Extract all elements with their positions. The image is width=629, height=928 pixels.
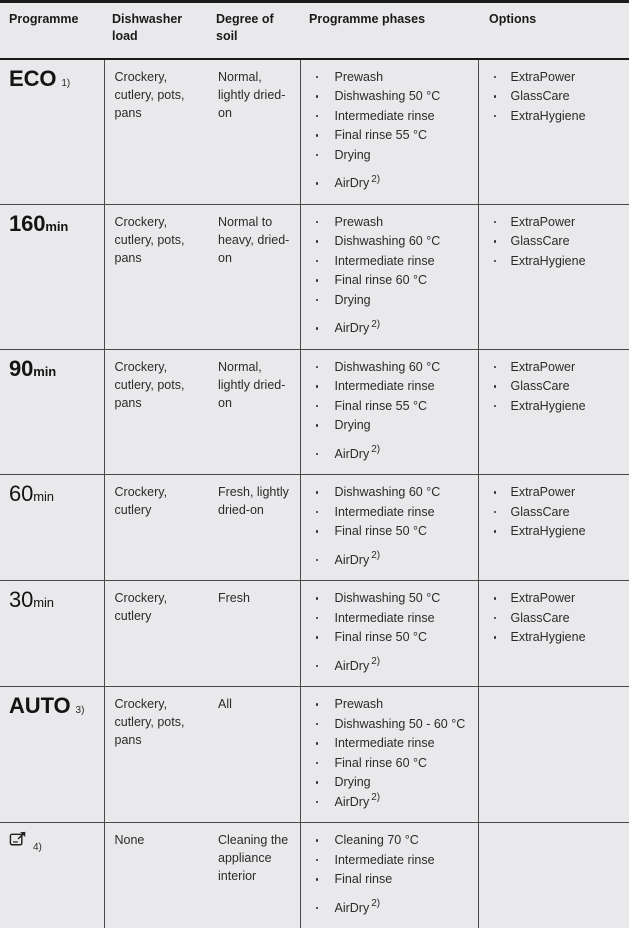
phase-item bbox=[309, 213, 470, 232]
phase-item bbox=[309, 754, 470, 773]
option-item bbox=[489, 213, 622, 232]
options-cell bbox=[478, 349, 629, 475]
phase-item bbox=[309, 126, 470, 145]
option-label: GlassCare bbox=[511, 505, 570, 519]
phase-label: AirDry bbox=[335, 447, 370, 461]
table-row bbox=[0, 687, 629, 823]
table-row bbox=[0, 349, 629, 475]
column-header-programme-phases: Programme phases bbox=[300, 3, 478, 59]
option-item bbox=[489, 397, 622, 416]
option-label: GlassCare bbox=[511, 379, 570, 393]
option-list bbox=[489, 213, 622, 271]
header-row bbox=[0, 3, 629, 59]
phase-label: Final rinse 60 °C bbox=[335, 756, 428, 770]
phase-item bbox=[309, 831, 470, 850]
programme-name: 160min bbox=[9, 213, 68, 237]
phase-item bbox=[309, 319, 470, 338]
table-row bbox=[0, 204, 629, 349]
option-label: ExtraPower bbox=[511, 70, 576, 84]
option-item bbox=[489, 87, 622, 106]
phase-label: Drying bbox=[335, 418, 371, 432]
phase-label: Final rinse bbox=[335, 872, 393, 886]
phase-item bbox=[309, 107, 470, 126]
option-label: GlassCare bbox=[511, 234, 570, 248]
phase-label: AirDry bbox=[335, 659, 370, 673]
phase-label: Intermediate rinse bbox=[335, 109, 435, 123]
programme-cell bbox=[0, 204, 104, 349]
phase-list bbox=[309, 483, 470, 569]
programme-table bbox=[0, 3, 629, 928]
phase-item bbox=[309, 773, 470, 792]
phase-item bbox=[309, 503, 470, 522]
option-label: GlassCare bbox=[511, 89, 570, 103]
dishwasher-load-cell: Crockery, cutlery bbox=[104, 475, 208, 581]
column-header-programme: Programme bbox=[0, 3, 104, 59]
option-item bbox=[489, 377, 622, 396]
phase-list bbox=[309, 213, 470, 338]
phase-list bbox=[309, 831, 470, 917]
phase-label: Final rinse 50 °C bbox=[335, 630, 428, 644]
option-list bbox=[489, 483, 622, 541]
phase-item bbox=[309, 416, 470, 435]
phase-item bbox=[309, 851, 470, 870]
option-item bbox=[489, 358, 622, 377]
option-item bbox=[489, 589, 622, 608]
column-header-dishwasher-load: Dishwasher load bbox=[104, 3, 208, 59]
phase-label: Intermediate rinse bbox=[335, 853, 435, 867]
phase-item bbox=[309, 522, 470, 541]
option-item bbox=[489, 483, 622, 502]
phase-label: Intermediate rinse bbox=[335, 505, 435, 519]
option-item bbox=[489, 232, 622, 251]
phase-item bbox=[309, 358, 470, 377]
phase-label: Final rinse 50 °C bbox=[335, 524, 428, 538]
phase-list bbox=[309, 695, 470, 811]
phase-label: Final rinse 60 °C bbox=[335, 273, 428, 287]
phase-label: Prewash bbox=[335, 215, 384, 229]
phase-label: Prewash bbox=[335, 697, 384, 711]
table-row bbox=[0, 475, 629, 581]
option-list bbox=[489, 68, 622, 126]
programme-name: ECO bbox=[9, 68, 56, 91]
table-header bbox=[0, 3, 629, 59]
degree-of-soil-cell: Fresh, lightly dried-on bbox=[208, 475, 300, 581]
option-label: GlassCare bbox=[511, 611, 570, 625]
phase-label: Drying bbox=[335, 148, 371, 162]
table-body bbox=[0, 59, 629, 928]
degree-of-soil-cell: Normal to heavy, dried-on bbox=[208, 204, 300, 349]
phase-item bbox=[309, 734, 470, 753]
phase-item bbox=[309, 483, 470, 502]
phase-item bbox=[309, 377, 470, 396]
phase-item bbox=[309, 628, 470, 647]
programme-cell bbox=[0, 475, 104, 581]
option-label: ExtraHygiene bbox=[511, 399, 586, 413]
phase-label: Prewash bbox=[335, 70, 384, 84]
footnote-marker: 2) bbox=[371, 898, 380, 909]
programme-name: 30min bbox=[9, 589, 54, 613]
phase-label: Intermediate rinse bbox=[335, 254, 435, 268]
dishwasher-load-cell: Crockery, cutlery, pots, pans bbox=[104, 59, 208, 205]
programme-phases-cell bbox=[300, 475, 478, 581]
column-header-options: Options bbox=[478, 3, 629, 59]
option-item bbox=[489, 628, 622, 647]
programme-name: 60min bbox=[9, 483, 54, 507]
option-item bbox=[489, 252, 622, 271]
phase-item bbox=[309, 589, 470, 608]
programme-cell bbox=[0, 581, 104, 687]
phase-item bbox=[309, 146, 470, 165]
option-label: ExtraPower bbox=[511, 215, 576, 229]
phase-item bbox=[309, 232, 470, 251]
phase-label: Intermediate rinse bbox=[335, 736, 435, 750]
programme-cell: 4) bbox=[0, 823, 104, 928]
machine-care-icon bbox=[9, 830, 28, 849]
footnote-marker: 2) bbox=[371, 792, 380, 803]
phase-label: Cleaning 70 °C bbox=[335, 833, 419, 847]
dishwasher-load-cell: Crockery, cutlery, pots, pans bbox=[104, 687, 208, 823]
phase-label: Drying bbox=[335, 293, 371, 307]
phase-list bbox=[309, 68, 470, 193]
option-label: ExtraPower bbox=[511, 485, 576, 499]
programme-phases-cell bbox=[300, 687, 478, 823]
phase-label: Dishwashing 60 °C bbox=[335, 485, 441, 499]
footnote-marker: 2) bbox=[371, 656, 380, 667]
phase-label: AirDry bbox=[335, 176, 370, 190]
programme-phases-cell bbox=[300, 581, 478, 687]
phase-item bbox=[309, 252, 470, 271]
phase-label: Dishwashing 60 °C bbox=[335, 234, 441, 248]
phase-label: Intermediate rinse bbox=[335, 379, 435, 393]
phase-item bbox=[309, 609, 470, 628]
options-cell bbox=[478, 475, 629, 581]
phase-item bbox=[309, 174, 470, 193]
table-row bbox=[0, 823, 629, 928]
option-list bbox=[489, 358, 622, 416]
options-cell bbox=[478, 823, 629, 928]
phase-item bbox=[309, 551, 470, 570]
degree-of-soil-cell: Cleaning the appliance interior bbox=[208, 823, 300, 928]
programme-phases-cell bbox=[300, 59, 478, 205]
options-cell bbox=[478, 59, 629, 205]
phase-item bbox=[309, 657, 470, 676]
option-label: ExtraPower bbox=[511, 360, 576, 374]
phase-item bbox=[309, 899, 470, 918]
programme-phases-cell bbox=[300, 349, 478, 475]
option-item bbox=[489, 68, 622, 87]
phase-label: Dishwashing 50 °C bbox=[335, 591, 441, 605]
phase-label: Dishwashing 60 °C bbox=[335, 360, 441, 374]
options-cell bbox=[478, 687, 629, 823]
dishwasher-load-cell: Crockery, cutlery bbox=[104, 581, 208, 687]
option-item bbox=[489, 503, 622, 522]
option-label: ExtraHygiene bbox=[511, 254, 586, 268]
phase-label: AirDry bbox=[335, 553, 370, 567]
phase-list bbox=[309, 589, 470, 675]
phase-label: AirDry bbox=[335, 321, 370, 335]
phase-label: AirDry bbox=[335, 901, 370, 915]
table-row bbox=[0, 59, 629, 205]
degree-of-soil-cell: Normal, lightly dried-on bbox=[208, 59, 300, 205]
phase-label: Intermediate rinse bbox=[335, 611, 435, 625]
footnote-marker: 2) bbox=[371, 550, 380, 561]
phase-item bbox=[309, 271, 470, 290]
options-cell bbox=[478, 204, 629, 349]
phase-item bbox=[309, 68, 470, 87]
dishwasher-load-cell: Crockery, cutlery, pots, pans bbox=[104, 349, 208, 475]
phase-list bbox=[309, 358, 470, 464]
table-row bbox=[0, 581, 629, 687]
degree-of-soil-cell: All bbox=[208, 687, 300, 823]
phase-item bbox=[309, 291, 470, 310]
option-item bbox=[489, 522, 622, 541]
programme-cell: AUTO 3) bbox=[0, 687, 104, 823]
phase-item bbox=[309, 870, 470, 889]
footnote-marker: 2) bbox=[371, 319, 380, 330]
option-label: ExtraPower bbox=[511, 591, 576, 605]
option-item bbox=[489, 107, 622, 126]
programme-name: 90min bbox=[9, 358, 56, 382]
degree-of-soil-cell: Fresh bbox=[208, 581, 300, 687]
phase-label: Drying bbox=[335, 775, 371, 789]
phase-label: AirDry bbox=[335, 795, 370, 809]
dishwasher-load-cell: None bbox=[104, 823, 208, 928]
phase-item bbox=[309, 87, 470, 106]
degree-of-soil-cell: Normal, lightly dried-on bbox=[208, 349, 300, 475]
phase-item bbox=[309, 695, 470, 714]
programme-name: AUTO bbox=[9, 695, 71, 718]
option-label: ExtraHygiene bbox=[511, 524, 586, 538]
options-cell bbox=[478, 581, 629, 687]
footnote-marker: 2) bbox=[371, 174, 380, 185]
phase-label: Dishwashing 50 - 60 °C bbox=[335, 717, 466, 731]
option-label: ExtraHygiene bbox=[511, 630, 586, 644]
option-list bbox=[489, 589, 622, 647]
programme-phases-cell bbox=[300, 204, 478, 349]
footnote-marker: 2) bbox=[371, 444, 380, 455]
phase-item bbox=[309, 793, 470, 812]
programme-cell: ECO 1) bbox=[0, 59, 104, 205]
option-item bbox=[489, 609, 622, 628]
programme-phases-cell bbox=[300, 823, 478, 928]
programme-cell bbox=[0, 349, 104, 475]
option-label: ExtraHygiene bbox=[511, 109, 586, 123]
column-header-degree-of-soil: Degree of soil bbox=[208, 3, 300, 59]
phase-label: Dishwashing 50 °C bbox=[335, 89, 441, 103]
phase-item bbox=[309, 445, 470, 464]
phase-item bbox=[309, 715, 470, 734]
phase-label: Final rinse 55 °C bbox=[335, 128, 428, 142]
phase-label: Final rinse 55 °C bbox=[335, 399, 428, 413]
dishwasher-load-cell: Crockery, cutlery, pots, pans bbox=[104, 204, 208, 349]
phase-item bbox=[309, 397, 470, 416]
